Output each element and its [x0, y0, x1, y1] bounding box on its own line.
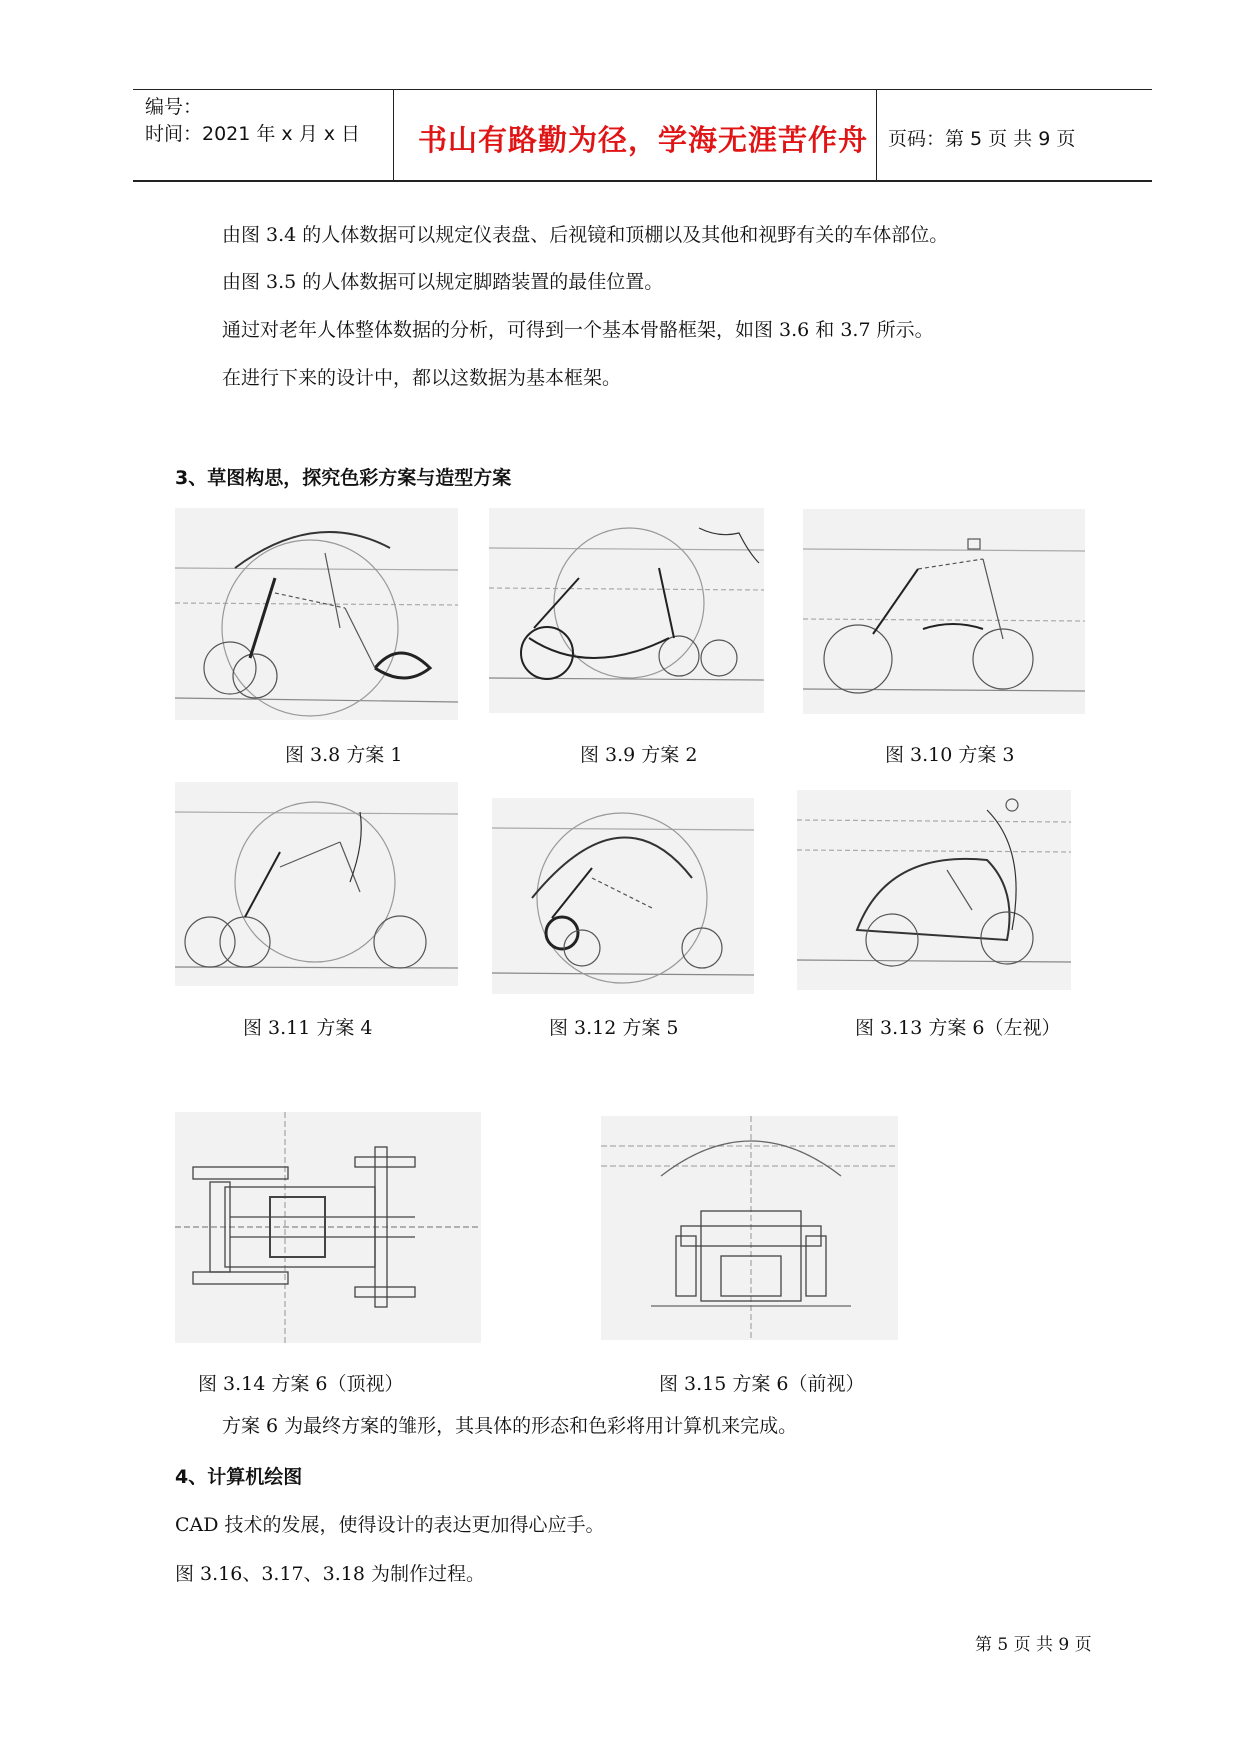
- header-motto: 书山有路勤为径，学海无涯苦作舟: [418, 123, 869, 157]
- conclusion-paragraph: 方案 6 为最终方案的雏形，其具体的形态和色彩将用计算机来完成。: [222, 1415, 798, 1437]
- section-4-paragraph-2: 图 3.16、3.17、3.18 为制作过程。: [175, 1563, 485, 1585]
- header-divider-left: [393, 89, 394, 181]
- header-top-rule: [133, 89, 1152, 90]
- figure-3-14-sketch: [175, 1112, 481, 1343]
- figure-3-10-sketch: [803, 509, 1085, 714]
- caption-3-10: 图 3.10 方案 3: [885, 744, 1015, 766]
- paragraph-1: 由图 3.4 的人体数据可以规定仪表盘、后视镜和顶棚以及其他和视野有关的车体部位。: [222, 224, 949, 246]
- doc-time-label: 时间：2021 年 x 月 x 日: [145, 123, 361, 145]
- header-page-label: 页码：第 5 页 共 9 页: [888, 128, 1076, 150]
- doc-number-label: 编号：: [145, 96, 203, 118]
- paragraph-3: 通过对老年人体整体数据的分析，可得到一个基本骨骼框架，如图 3.6 和 3.7 所示。: [222, 319, 934, 341]
- section-4-heading: 4、计算机绘图: [175, 1466, 303, 1488]
- figure-3-11-sketch: [175, 782, 458, 986]
- caption-3-11: 图 3.11 方案 4: [243, 1017, 373, 1039]
- caption-3-9: 图 3.9 方案 2: [580, 744, 698, 766]
- header-bottom-rule: [133, 180, 1152, 182]
- caption-3-8: 图 3.8 方案 1: [285, 744, 403, 766]
- figure-3-12-sketch: [492, 798, 754, 994]
- caption-3-15: 图 3.15 方案 6（前视）: [659, 1373, 865, 1395]
- section-4-paragraph-1: CAD 技术的发展，使得设计的表达更加得心应手。: [175, 1514, 605, 1536]
- figure-3-8-sketch: [175, 508, 458, 720]
- caption-3-14: 图 3.14 方案 6（顶视）: [198, 1373, 404, 1395]
- paragraph-4: 在进行下来的设计中，都以这数据为基本框架。: [222, 367, 622, 389]
- caption-3-12: 图 3.12 方案 5: [549, 1017, 679, 1039]
- figure-3-9-sketch: [489, 508, 764, 713]
- caption-3-13: 图 3.13 方案 6（左视）: [855, 1017, 1061, 1039]
- figure-3-15-sketch: [601, 1116, 898, 1340]
- header-divider-right: [876, 89, 877, 181]
- page-footer: 第 5 页 共 9 页: [975, 1635, 1092, 1655]
- section-3-heading: 3、草图构思，探究色彩方案与造型方案: [175, 467, 512, 489]
- paragraph-2: 由图 3.5 的人体数据可以规定脚踏装置的最佳位置。: [222, 271, 664, 293]
- figure-3-13-sketch: [797, 790, 1071, 990]
